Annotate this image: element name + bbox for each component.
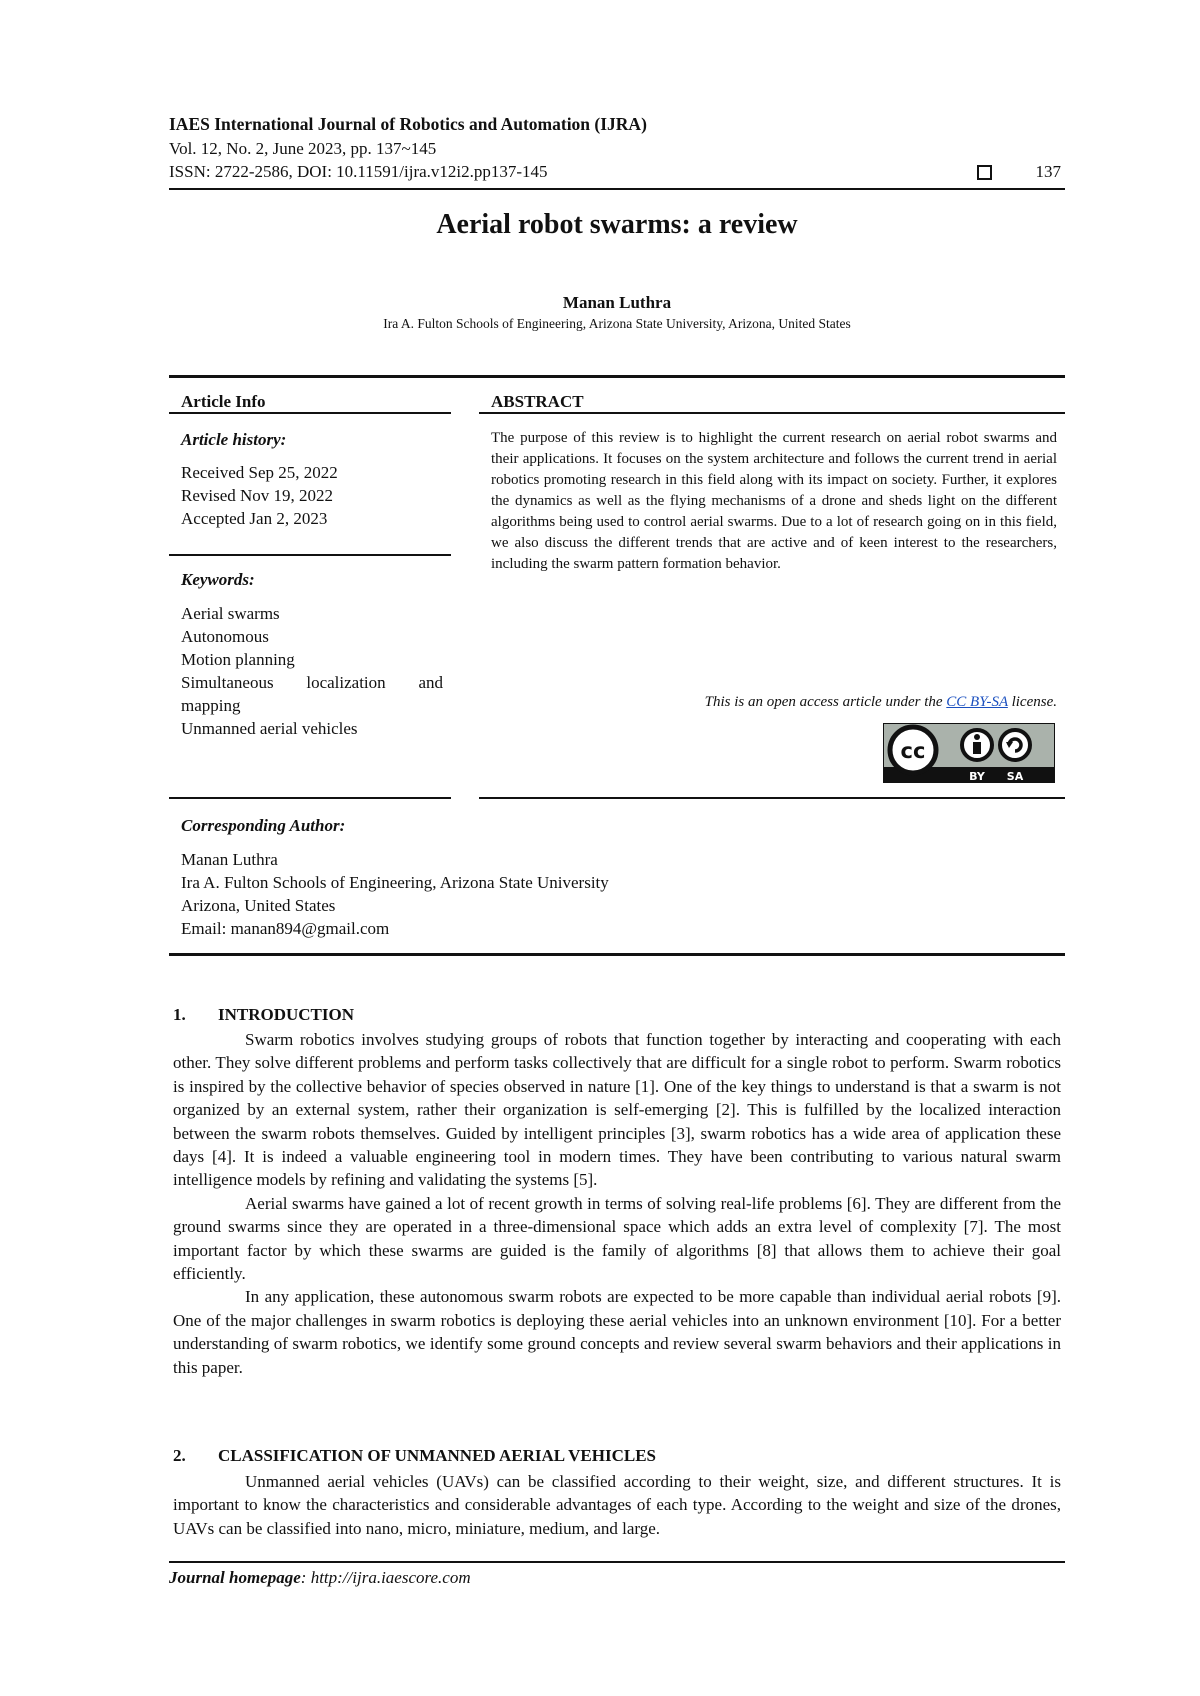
corresponding-institution: Ira A. Fulton Schools of Engineering, Arizona State University: [181, 873, 609, 892]
corresponding-name: Manan Luthra: [181, 850, 278, 869]
issn-doi: ISSN: 2722-2586, DOI: 10.11591/ijra.v12i2.pp137-145: [169, 162, 548, 181]
header-rule: [169, 188, 1065, 190]
keyword-item-continuation: mapping: [181, 696, 241, 715]
paragraph: In any application, these autonomous swarm robots are expected to be more capable than individual aerial robots [9]. One of the major challenges in swarm robotics is deploying these aerial vehicles into an unknown environment [10]. For a better understanding of swarm robotics, we identify some ground concepts and review several swarm behaviors and their applications in this paper.: [173, 1287, 1061, 1377]
keyword-item: Unmanned aerial vehicles: [181, 719, 358, 738]
section-body: [173, 1028, 1061, 1379]
section-number: 2.: [173, 1446, 186, 1465]
journal-homepage: Journal homepage: http://ijra.iaescore.com: [169, 1568, 471, 1587]
license-suffix: license.: [1007, 694, 1057, 710]
volume-info: Vol. 12, No. 2, June 2023, pp. 137~145: [169, 139, 437, 158]
paragraph: Swarm robotics involves studying groups of robots that function together by interacting and cooperating with each other. They solve different problems and perform tasks collectively that are difficult for a single robot to perform. Swarm robotics is inspired by the collective behavior of species observed in nature [1]. One of the key things to understand is that a swarm is not organized by an external system, rather their organization is self-emerging [2]. This is fulfilled by the localized interaction between the swarm robots themselves. Guided by intelligent principles [3], swarm robotics has a wide area of application these days [4]. It is indeed a valuable engineering tool in modern times. They have been contributing to various natural swarm intelligence models by refining and validating the systems [5].: [173, 1030, 1061, 1190]
page-number: 137: [1035, 162, 1061, 181]
abstract-bottom-rule: [479, 797, 1065, 799]
svg-text:cc: cc: [900, 739, 926, 763]
revised-date: Revised Nov 19, 2022: [181, 486, 334, 505]
square-icon: [977, 165, 992, 180]
journal-name: IAES International Journal of Robotics and Automation (IJRA): [169, 114, 647, 134]
section-number: 1.: [173, 1005, 186, 1024]
license-link[interactable]: CC BY-SA: [946, 694, 1008, 710]
footer-rule: [169, 1561, 1065, 1563]
keywords-rule: [169, 797, 451, 799]
paragraph: Unmanned aerial vehicles (UAVs) can be classified according to their weight, size, and different structures. It is important to know the characteristics and considerable advantages of each type. According to the weight and size of the drones, UAVs can be classified into nano, micro, miniature, medium, and large.: [173, 1472, 1061, 1538]
accepted-date: Accepted Jan 2, 2023: [181, 509, 328, 528]
paper-title: Aerial robot swarms: a review: [436, 209, 798, 240]
section-body: [173, 1470, 1061, 1540]
author-name: Manan Luthra: [562, 293, 672, 312]
article-info-heading: Article Info: [181, 392, 266, 411]
paragraph: Aerial swarms have gained a lot of recent growth in terms of solving real-life problems [6]. They are different from the ground swarms since they are operated in a three-dimensional space which adds an extra level of complexity [7]. The most important factor by which these swarms are guided is the family of algorithms [8] that allows them to achieve their goal efficiently.: [173, 1193, 1061, 1284]
license-prefix: This is an open access article under the: [704, 694, 947, 710]
badge-sa: SA: [1006, 770, 1024, 783]
badge-by: BY: [969, 770, 985, 783]
history-heading: Article history:: [181, 430, 287, 449]
section-title: INTRODUCTION: [218, 1005, 355, 1024]
corresponding-email[interactable]: Email: manan894@gmail.com: [181, 919, 390, 938]
keyword-item: Motion planning: [181, 650, 295, 669]
license-statement: [491, 694, 1057, 711]
homepage-url[interactable]: http://ijra.iaescore.com: [310, 1568, 471, 1587]
cc-by-sa-badge[interactable]: [883, 723, 1055, 783]
abstract-heading: ABSTRACT: [491, 392, 584, 411]
abstract-rule: [479, 412, 1065, 414]
received-date: Received Sep 25, 2022: [181, 463, 338, 482]
homepage-label: Journal homepage: [169, 1568, 301, 1587]
info-box-top-rule: [169, 375, 1065, 378]
info-box-bottom-rule: [169, 953, 1065, 956]
history-rule: [169, 554, 451, 556]
keyword-word: Simultaneous: [181, 673, 274, 692]
corresponding-heading: Corresponding Author:: [181, 816, 346, 835]
author-affiliation: Ira A. Fulton Schools of Engineering, Arizona State University, Arizona, United States: [383, 316, 851, 331]
section-heading: [173, 1446, 656, 1466]
keywords-heading: Keywords:: [181, 570, 255, 589]
corresponding-location: Arizona, United States: [181, 896, 336, 915]
abstract-text: The purpose of this review is to highlight the current research on aerial robot swarms and their applications. It focuses on the system architecture and follows the current trend in aerial robotics promoting research in this field along with its impact on society. Further, it explores the dynamics as well as the flying mechanisms of a drone and sheds light on the different algorithms being used to control aerial swarms. Due to a lot of research going on in this field, we also discuss the different trends that are active and of keen interest to the researchers, including the swarm pattern formation behavior.: [491, 430, 1057, 572]
keyword-word: localization: [306, 673, 386, 692]
keyword-item: Autonomous: [181, 627, 269, 646]
keyword-word: and: [418, 673, 443, 692]
keyword-item: Aerial swarms: [181, 604, 280, 623]
keyword-item: [181, 673, 443, 693]
section-title: CLASSIFICATION OF UNMANNED AERIAL VEHICLES: [218, 1446, 656, 1465]
article-info-rule: [169, 412, 451, 414]
section-heading: [173, 1005, 354, 1025]
